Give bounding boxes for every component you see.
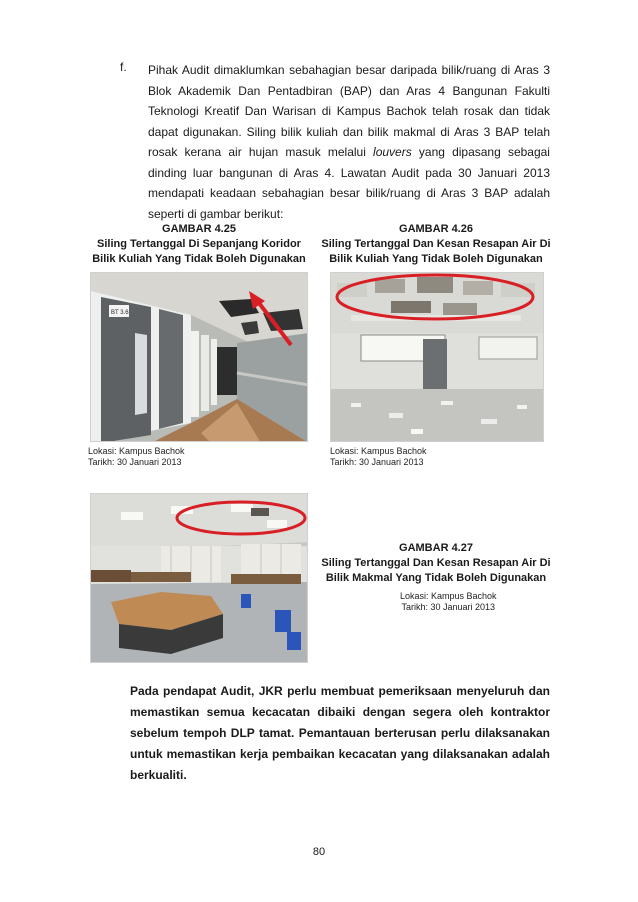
figure-4-27-location [400,591,497,613]
photo-corridor [90,272,308,442]
figure-title-line-1: Siling Tertanggal Di Sepanjang Koridor [97,238,301,250]
figure-4-25-caption [88,222,310,267]
figure-number: GAMBAR 4.26 [399,223,473,235]
paragraph-f-text-start: Pihak Audit dimaklumkan sebahagian besar daripada bilik/ruang di Aras 3 Blok Akademik Dan Pentadbiran (BAP) dan Aras 4 Bangunan Fakulti Teknologi Kreatif Dan Warisan di Kampus Bachok telah rosak dan tidak dapat digunakan. Siling bilik kuliah dan bilik makmal di Aras 3 BAP telah rosak kerana air hujan masuk melalui [148,63,550,159]
date-text: Tarikh: 30 Januari 2013 [330,457,424,467]
location-text: Lokasi: Kampus Bachok [330,446,427,456]
location-text: Lokasi: Kampus Bachok [400,591,497,601]
figure-4-25-location [88,446,185,468]
italic-term: louvers [373,145,412,159]
figure-title-line-2: Bilik Kuliah Yang Tidak Boleh Digunakan [92,253,306,265]
photo-classroom [330,272,544,442]
date-text: Tarikh: 30 Januari 2013 [401,602,496,612]
figure-title-line-1: Siling Tertanggal Dan Kesan Resapan Air Di [321,238,551,250]
corridor-photo-illustration [91,273,308,442]
location-text: Lokasi: Kampus Bachok [88,446,185,456]
lab-photo-illustration [91,494,308,663]
figure-title-line-2: Bilik Kuliah Yang Tidak Boleh Digunakan [329,253,543,265]
figure-number: GAMBAR 4.25 [162,223,236,235]
figure-title-line-2: Bilik Makmal Yang Tidak Boleh Digunakan [325,572,547,584]
figure-4-26-location [330,446,427,468]
paragraph-f-text-end: yang dipasang sebagai dinding luar bangunan di Aras 4. Lawatan Audit pada 30 Januari 2013 mendapati keadaan sebahagian besar bilik/ruang di Aras 3 BAP adalah seperti di gambar berikut: [148,145,550,221]
paragraph-f-text [148,60,550,224]
figure-title-line-1: Siling Tertanggal Dan Kesan Resapan Air Di [321,557,551,569]
figure-4-26-caption [316,222,556,267]
date-text: Tarikh: 30 Januari 2013 [88,457,182,467]
svg-text:BT 3.6: BT 3.6 [111,310,129,316]
photo-lab [90,493,308,663]
figure-4-27-caption [316,541,556,586]
classroom-photo-illustration [331,273,544,442]
list-marker: f. [120,60,127,74]
audit-conclusion: Pada pendapat Audit, JKR perlu membuat pemeriksaan menyeluruh dan memastikan semua kecacatan dibaiki dengan segera oleh kontraktor sebelum tempoh DLP tamat. Pemantauan berterusan perlu dilaksanakan untuk memastikan kerja pembaikan kecacatan yang dilaksanakan adalah berkualiti. [130,684,550,782]
figure-number: GAMBAR 4.27 [399,542,473,554]
page-number: 80 [312,846,326,858]
